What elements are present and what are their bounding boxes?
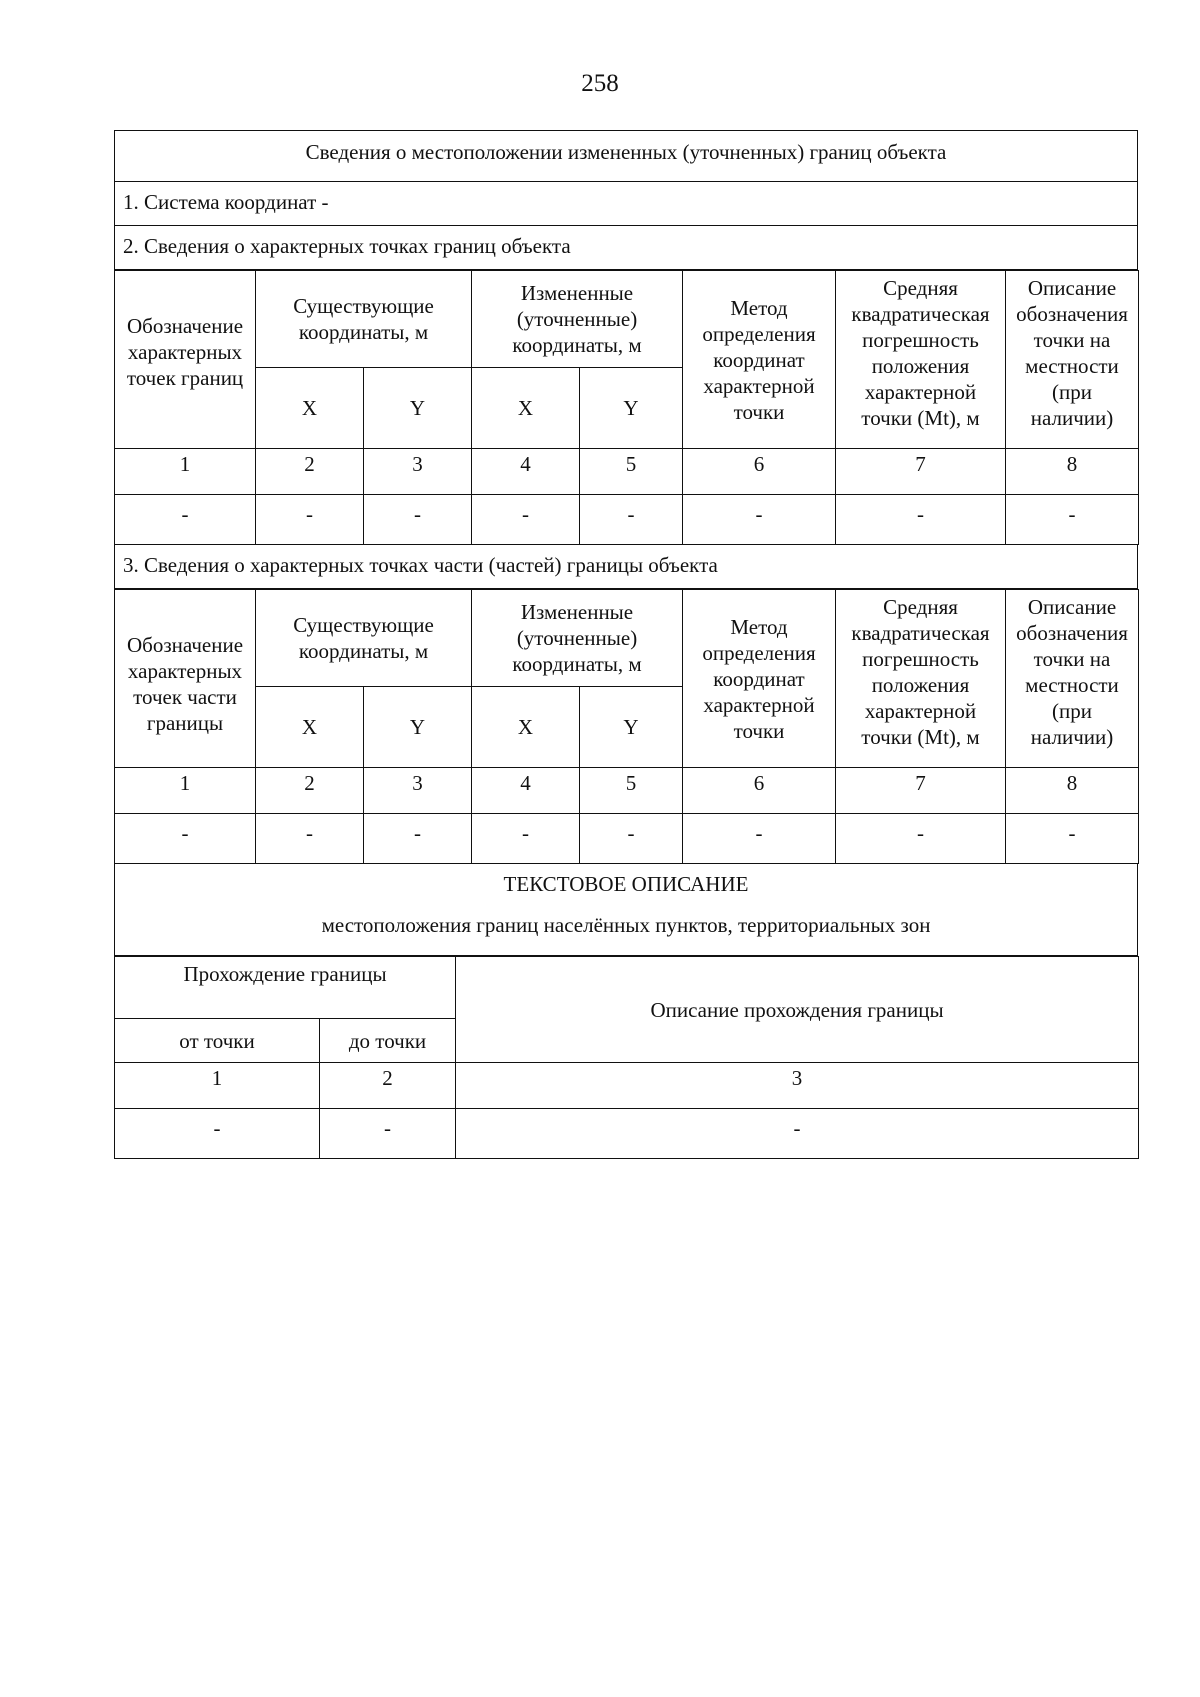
boundary-passage-table bbox=[114, 956, 1139, 1159]
table-cell: - bbox=[456, 1109, 1139, 1159]
column-number: 3 bbox=[364, 768, 472, 814]
header-mean-error: Средняя квадратическая погрешность положения характерной точки (Mt), м bbox=[836, 590, 1006, 768]
header-method: Метод определения координат характерной точки bbox=[683, 590, 836, 768]
text-description-heading bbox=[114, 864, 1138, 956]
header-existing-coords: Существующие координаты, м bbox=[256, 590, 472, 687]
text-description-title: ТЕКСТОВОЕ ОПИСАНИЕ bbox=[503, 872, 749, 896]
table-cell: - bbox=[472, 495, 580, 545]
table-cell: - bbox=[472, 814, 580, 864]
section-part-points-title: 3. Сведения о характерных точках части (частей) границы объекта bbox=[114, 545, 1138, 589]
table-cell: - bbox=[364, 495, 472, 545]
column-number: 5 bbox=[580, 768, 683, 814]
document-sheet bbox=[114, 130, 1138, 1159]
column-number: 5 bbox=[580, 449, 683, 495]
column-number: 4 bbox=[472, 449, 580, 495]
column-number: 2 bbox=[256, 768, 364, 814]
header-changed-x: X bbox=[472, 368, 580, 449]
table-cell: - bbox=[580, 814, 683, 864]
column-number: 1 bbox=[115, 768, 256, 814]
text-description-subtitle: местоположения границ населённых пунктов, территориальных зон bbox=[321, 913, 931, 937]
table-cell: - bbox=[580, 495, 683, 545]
header-to-point: до точки bbox=[320, 1019, 456, 1063]
document-title: Сведения о местоположении измененных (уточненных) границ объекта bbox=[114, 130, 1138, 182]
table-cell: - bbox=[683, 495, 836, 545]
header-boundary-passage: Прохождение границы bbox=[115, 957, 456, 1019]
column-number: 7 bbox=[836, 768, 1006, 814]
column-number: 1 bbox=[115, 1063, 320, 1109]
column-number: 3 bbox=[456, 1063, 1139, 1109]
header-designation: Обозначение характерных точек части границы bbox=[115, 590, 256, 768]
header-existing-y: Y bbox=[364, 368, 472, 449]
section-boundary-points-title: 2. Сведения о характерных точках границ объекта bbox=[114, 226, 1138, 270]
column-number: 1 bbox=[115, 449, 256, 495]
header-existing-y: Y bbox=[364, 687, 472, 768]
column-number: 3 bbox=[364, 449, 472, 495]
header-point-description: Описание обозначения точки на местности (при наличии) bbox=[1006, 590, 1139, 768]
header-existing-x: X bbox=[256, 687, 364, 768]
table-cell: - bbox=[683, 814, 836, 864]
column-number: 8 bbox=[1006, 449, 1139, 495]
header-point-description: Описание обозначения точки на местности (при наличии) bbox=[1006, 271, 1139, 449]
table-cell: - bbox=[364, 814, 472, 864]
column-number: 6 bbox=[683, 768, 836, 814]
section-coordinate-system: 1. Система координат - bbox=[114, 182, 1138, 226]
column-number: 6 bbox=[683, 449, 836, 495]
header-changed-y: Y bbox=[580, 368, 683, 449]
header-existing-coords: Существующие координаты, м bbox=[256, 271, 472, 368]
table-cell: - bbox=[1006, 814, 1139, 864]
column-number: 8 bbox=[1006, 768, 1139, 814]
page-number: 258 bbox=[581, 70, 619, 97]
part-points-table bbox=[114, 589, 1139, 864]
table-cell: - bbox=[836, 814, 1006, 864]
header-changed-coords: Измененные (уточненные) координаты, м bbox=[472, 590, 683, 687]
header-changed-x: X bbox=[472, 687, 580, 768]
column-number: 4 bbox=[472, 768, 580, 814]
header-changed-y: Y bbox=[580, 687, 683, 768]
column-number: 7 bbox=[836, 449, 1006, 495]
header-existing-x: X bbox=[256, 368, 364, 449]
header-method: Метод определения координат характерной точки bbox=[683, 271, 836, 449]
table-cell: - bbox=[836, 495, 1006, 545]
table-row bbox=[115, 495, 1139, 545]
table-cell: - bbox=[320, 1109, 456, 1159]
table-cell: - bbox=[115, 814, 256, 864]
column-number: 2 bbox=[256, 449, 364, 495]
table-cell: - bbox=[1006, 495, 1139, 545]
boundary-points-table bbox=[114, 270, 1139, 545]
table-cell: - bbox=[115, 1109, 320, 1159]
table-cell: - bbox=[115, 495, 256, 545]
header-mean-error: Средняя квадратическая погрешность положения характерной точки (Mt), м bbox=[836, 271, 1006, 449]
header-changed-coords: Измененные (уточненные) координаты, м bbox=[472, 271, 683, 368]
table-row bbox=[115, 814, 1139, 864]
header-passage-description: Описание прохождения границы bbox=[456, 957, 1139, 1063]
table-row bbox=[115, 1109, 1139, 1159]
column-number: 2 bbox=[320, 1063, 456, 1109]
header-designation: Обозначение характерных точек границ bbox=[115, 271, 256, 449]
header-from-point: от точки bbox=[115, 1019, 320, 1063]
table-cell: - bbox=[256, 495, 364, 545]
table-cell: - bbox=[256, 814, 364, 864]
